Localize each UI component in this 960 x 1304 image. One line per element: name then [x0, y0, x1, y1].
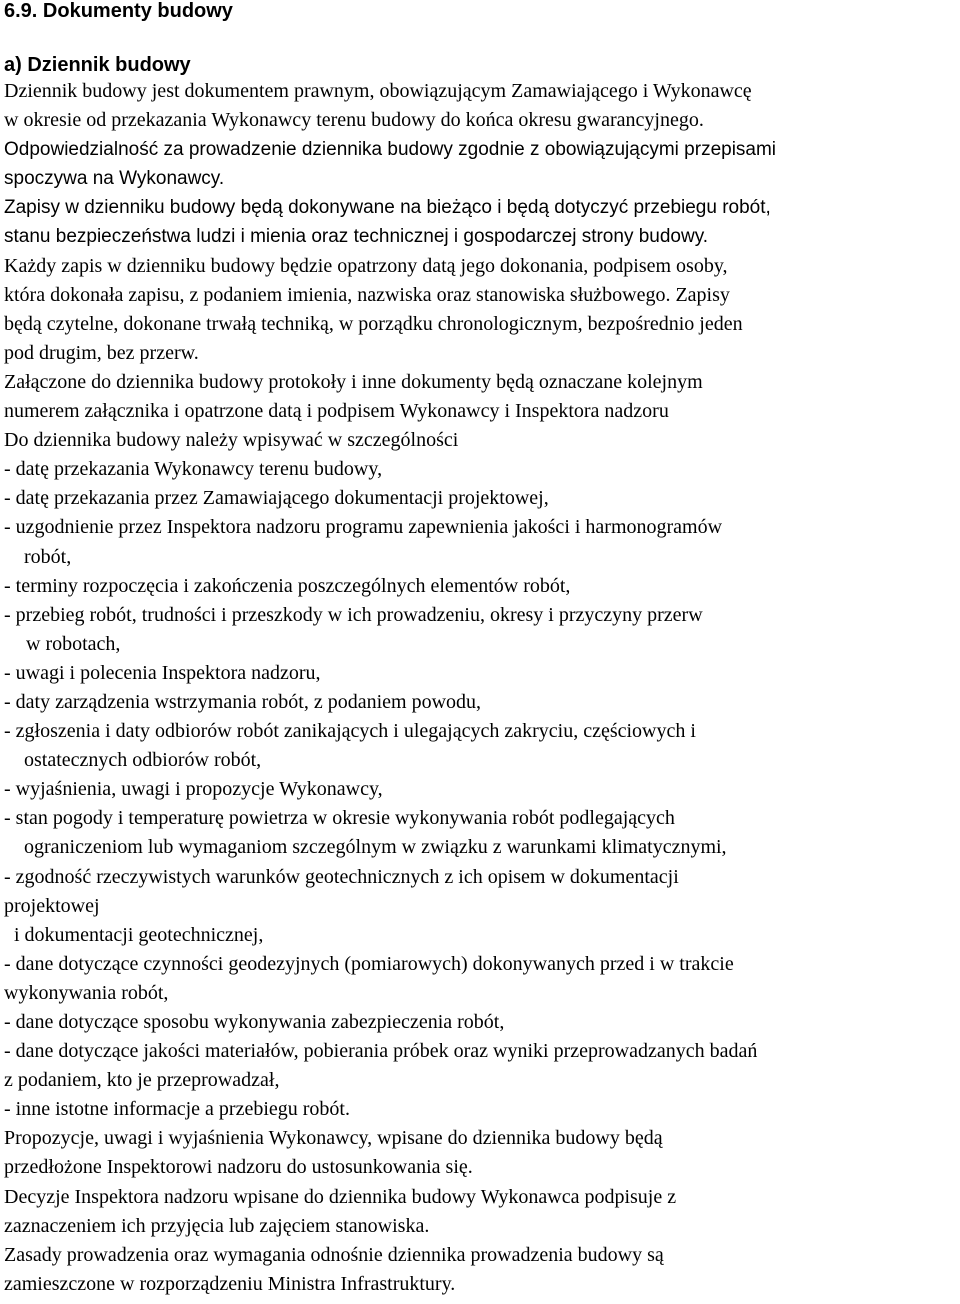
text-line: Decyzje Inspektora nadzoru wpisane do dziennika budowy Wykonawca podpisuje z — [4, 1185, 677, 1208]
text-line: projektowej — [4, 894, 100, 917]
text-line: - datę przekazania przez Zamawiającego dokumentacji projektowej, — [4, 487, 549, 510]
text-line: w robotach, — [26, 632, 121, 655]
text-line: pod drugim, bez przerw. — [4, 341, 199, 364]
text-line: Odpowiedzialność za prowadzenie dziennika budowy zgodnie z obowiązującymi przepisami — [4, 139, 777, 161]
text-line: numerem załącznika i opatrzone datą i podpisem Wykonawcy i Inspektora nadzoru — [4, 400, 669, 423]
text-line: - wyjaśnienia, uwagi i propozycje Wykonawcy, — [4, 778, 383, 801]
text-line: - dane dotyczące jakości materiałów, pobierania próbek oraz wyniki przeprowadzanych badań — [4, 1040, 758, 1063]
text-line: - dane dotyczące czynności geodezyjnych (pomiarowych) dokonywanych przed i w trakcie — [4, 952, 734, 975]
text-line: Propozycje, uwagi i wyjaśnienia Wykonawcy, wpisane do dziennika budowy będą — [4, 1127, 663, 1150]
text-line: spoczywa na Wykonawcy. — [4, 168, 225, 190]
text-line: która dokonała zapisu, z podaniem imienia, nazwiska oraz stanowiska służbowego. Zapisy — [4, 283, 730, 306]
text-line: - terminy rozpoczęcia i zakończenia poszczególnych elementów robót, — [4, 574, 571, 597]
text-line: Zapisy w dzienniku budowy będą dokonywane na bieżąco i będą dotyczyć przebiegu robót, — [4, 197, 771, 219]
text-line: stanu bezpieczeństwa ludzi i mienia oraz technicznej i gospodarczej strony budowy. — [4, 226, 709, 248]
text-line: Do dziennika budowy należy wpisywać w szczególności — [4, 429, 459, 452]
text-line: - stan pogody i temperaturę powietrza w okresie wykonywania robót podlegających — [4, 807, 675, 830]
text-line: - uwagi i polecenia Inspektora nadzoru, — [4, 661, 321, 684]
text-line: - inne istotne informacje a przebiegu robót. — [4, 1098, 350, 1121]
text-line: ograniczeniom lub wymaganiom szczególnym w związku z warunkami klimatycznymi, — [24, 836, 727, 859]
text-line: z podaniem, kto je przeprowadzał, — [4, 1069, 280, 1092]
text-line: robót, — [24, 545, 72, 568]
text-line: - daty zarządzenia wstrzymania robót, z podaniem powodu, — [4, 690, 482, 713]
text-line: Każdy zapis w dzienniku budowy będzie opatrzony datą jego dokonania, podpisem osoby, — [4, 254, 728, 277]
text-line: będą czytelne, dokonane trwałą techniką, w porządku chronologicznym, bezpośrednio jeden — [4, 312, 743, 335]
text-line: przedłożone Inspektorowi nadzoru do ustosunkowania się. — [4, 1156, 473, 1179]
subsection-title: a) Dziennik budowy — [4, 54, 191, 76]
text-line: w okresie od przekazania Wykonawcy terenu budowy do końca okresu gwarancyjnego. — [4, 109, 704, 132]
text-line: Zasady prowadzenia oraz wymagania odnośnie dziennika prowadzenia budowy są — [4, 1243, 664, 1266]
section-title: 6.9. Dokumenty budowy — [4, 0, 233, 22]
text-line: Załączone do dziennika budowy protokoły i inne dokumenty będą oznaczane kolejnym — [4, 370, 703, 393]
text-line: - datę przekazania Wykonawcy terenu budowy, — [4, 458, 383, 481]
document-body — [4, 77, 958, 1299]
text-line: Dziennik budowy jest dokumentem prawnym, obowiązującym Zamawiającego i Wykonawcę — [4, 80, 752, 102]
text-line: wykonywania robót, — [4, 981, 169, 1004]
text-line: - zgłoszenia i daty odbiorów robót zanikających i ulegających zakryciu, częściowych i — [4, 720, 696, 743]
text-line: - zgodność rzeczywistych warunków geotechnicznych z ich opisem w dokumentacji — [4, 865, 679, 888]
text-line: zaznaczeniem ich przyjęcia lub zajęciem stanowiska. — [4, 1214, 430, 1237]
text-line: ostatecznych odbiorów robót, — [24, 749, 262, 772]
text-line: - uzgodnienie przez Inspektora nadzoru programu zapewnienia jakości i harmonogramów — [4, 516, 723, 539]
text-line: - dane dotyczące sposobu wykonywania zabezpieczenia robót, — [4, 1011, 505, 1033]
text-line: zamieszczone w rozporządzeniu Ministra Infrastruktury. — [4, 1272, 456, 1295]
text-line: - przebieg robót, trudności i przeszkody w ich prowadzeniu, okresy i przyczyny przerw — [4, 603, 703, 626]
text-line: i dokumentacji geotechnicznej, — [14, 923, 264, 946]
document-page — [4, 0, 958, 1299]
